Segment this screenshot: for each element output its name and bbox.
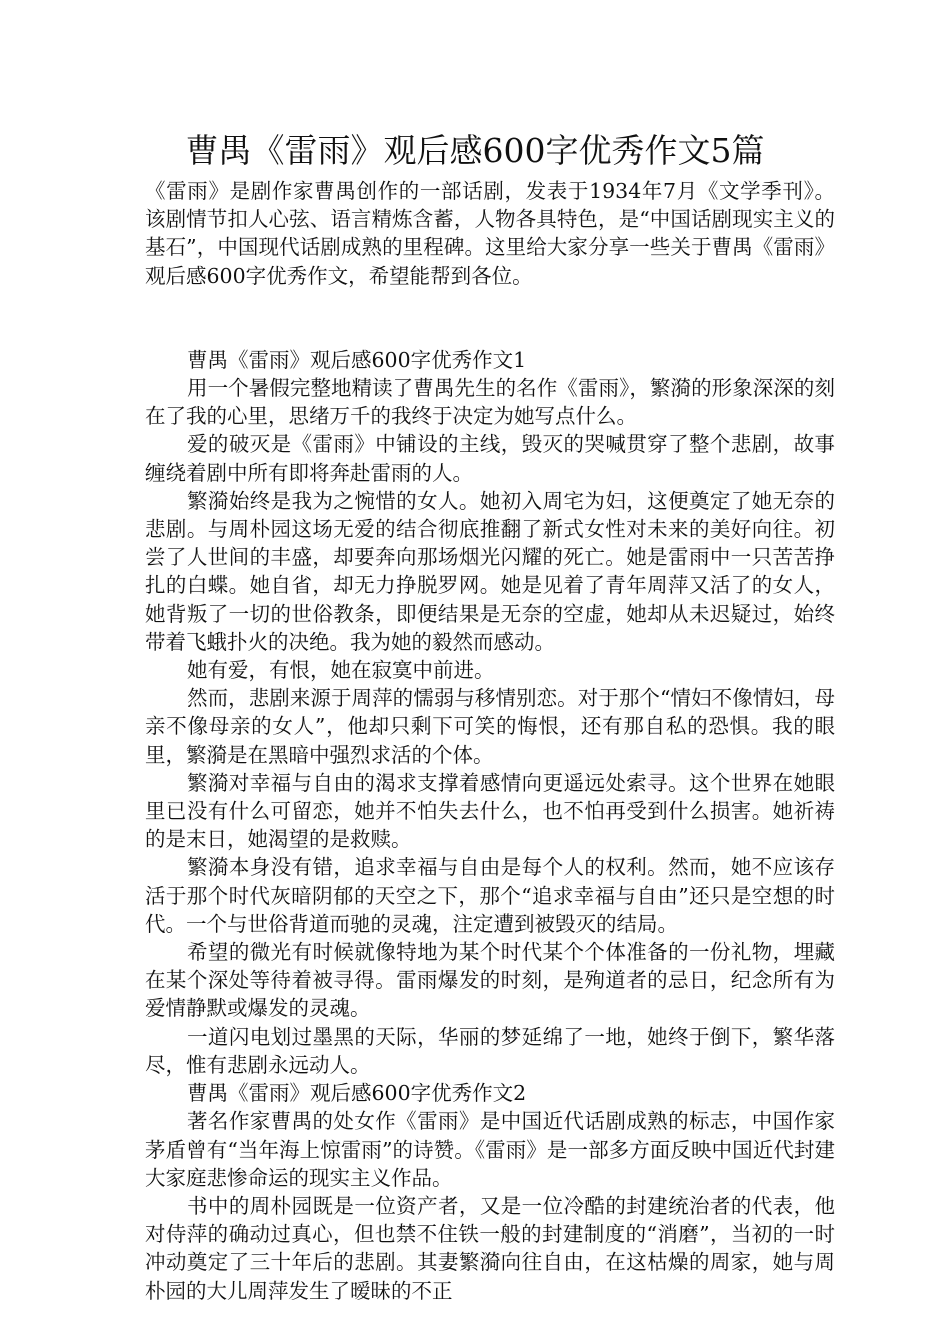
document-body	[145, 177, 835, 1305]
essay-2-heading: 曹禺《雷雨》观后感600字优秀作文2	[187, 1081, 527, 1106]
essay-1-paragraph: 然而，悲剧来源于周萍的懦弱与移情别恋。对于那个“情妇不像情妇，母亲不像母亲的女人”，他却只剩下可笑的悔恨，还有那自私的恐惧。我的眼里，繁漪是在黑暗中强烈求活的个体。	[145, 686, 835, 767]
essay-1-heading: 曹禺《雷雨》观后感600字优秀作文1	[187, 347, 527, 372]
essay-2-paragraph: 书中的周朴园既是一位资产者，又是一位冷酷的封建统治者的代表，他对侍萍的确动过真心，但也禁不住铁一般的封建制度的“消磨”，当初的一时冲动奠定了三十年后的悲剧。其妻繁漪向往自由，在这枯燥的周家，她与周朴园的大儿周萍发生了暧昧的不正	[145, 1193, 835, 1303]
document-title: 曹禺《雷雨》观后感600字优秀作文5篇	[185, 131, 765, 170]
essay-1-paragraph: 用一个暑假完整地精读了曹禺先生的名作《雷雨》，繁漪的形象深深的刻在了我的心里，思绪万千的我终于决定为她写点什么。	[145, 376, 835, 429]
essay-1-paragraph: 希望的微光有时候就像特地为某个时代某个个体准备的一份礼物，埋藏在某个深处等待着被寻得。雷雨爆发的时刻，是殉道者的忌日，纪念所有为爱情静默或爆发的灵魂。	[145, 940, 835, 1021]
essay-1-paragraph: 繁漪本身没有错，追求幸福与自由是每个人的权利。然而，她不应该存活于那个时代灰暗阴郁的天空之下，那个“追求幸福与自由”还只是空想的时代。一个与世俗背道而驰的灵魂，注定遭到被毁灭的结局。	[145, 855, 835, 936]
essay-2-paragraph: 著名作家曹禺的处女作《雷雨》是中国近代话剧成熟的标志，中国作家茅盾曾有“当年海上惊雷雨”的诗赞。《雷雨》是一部多方面反映中国近代封建大家庭悲惨命运的现实主义作品。	[145, 1109, 835, 1190]
intro-paragraph: 《雷雨》是剧作家曹禺创作的一部话剧，发表于1934年7月《文学季刊》。该剧情节扣人心弦、语言精炼含蓄，人物各具特色，是“中国话剧现实主义的基石”，中国现代话剧成熟的里程碑。这里给大家分享一些关于曹禺《雷雨》观后感600字优秀作文，希望能帮到各位。	[145, 179, 835, 288]
essay-1-paragraph: 爱的破灭是《雷雨》中铺设的主线，毁灭的哭喊贯穿了整个悲剧，故事缠绕着剧中所有即将奔赴雷雨的人。	[145, 432, 835, 485]
spacer	[145, 290, 835, 346]
essay-1-paragraph: 繁漪对幸福与自由的渴求支撑着感情向更遥远处索寻。这个世界在她眼里已没有什么可留恋，她并不怕失去什么，也不怕再受到什么损害。她祈祷的是末日，她渴望的是救赎。	[145, 770, 835, 852]
essay-1-paragraph: 繁漪始终是我为之惋惜的女人。她初入周宅为妇，这便奠定了她无奈的悲剧。与周朴园这场无爱的结合彻底推翻了新式女性对未来的美好向往。初尝了人世间的丰盛，却要奔向那场烟光闪耀的死亡。她是雷雨中一只苦苦挣扎的白蝶。她自省，却无力挣脱罗网。她是见着了青年周萍又活了的女人，她背叛了一切的世俗教条，即便结果是无奈的空虚，她却从未迟疑过，始终带着飞蛾扑火的决绝。我为她的毅然而感动。	[145, 488, 835, 654]
essay-1-paragraph: 一道闪电划过墨黑的天际，华丽的梦延绵了一地，她终于倒下，繁华落尽，惟有悲剧永远动人。	[145, 1024, 835, 1077]
essay-1-paragraph: 她有爱，有恨，她在寂寞中前进。	[187, 658, 495, 683]
